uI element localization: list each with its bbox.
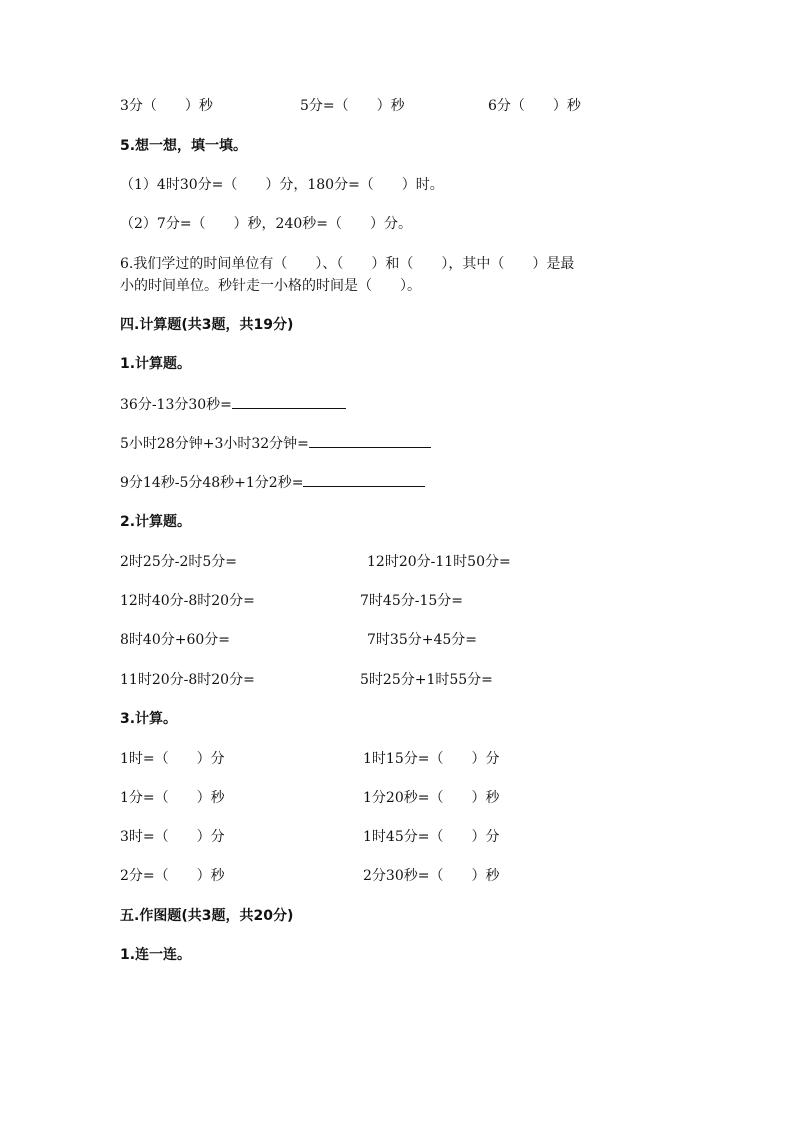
answer-blank[interactable] [303, 472, 425, 487]
calc-item: 12时40分-8时20分= [120, 593, 255, 609]
question-text: 6.我们学过的时间单位有（ ）、（ ）和（ ），其中（ ）是最 [120, 256, 575, 272]
question-text: 小的时间单位。秒针走一小格的时间是（ ）。 [120, 278, 421, 294]
calc-item [120, 433, 431, 454]
calc-item: 8时40分+60分= [120, 632, 230, 648]
fill-item: 6分（ ）秒 [488, 98, 581, 114]
fill-item: 1分=（ ）秒 [120, 790, 225, 806]
calc-item: 7时35分+45分= [367, 632, 477, 648]
fill-item: 2分=（ ）秒 [120, 868, 225, 884]
question-title: 3.计算。 [120, 711, 178, 727]
calc-item: 2时25分-2时5分= [120, 554, 237, 570]
calc-item: 11时20分-8时20分= [120, 672, 255, 688]
fill-item: 5分=（ ）秒 [300, 98, 405, 114]
answer-blank[interactable] [232, 394, 346, 409]
section-title: 五.作图题(共3题，共20分) [120, 908, 294, 924]
fill-item: 3分（ ）秒 [120, 98, 213, 114]
section-title: 四.计算题(共3题，共19分) [120, 317, 294, 333]
answer-blank[interactable] [309, 433, 431, 448]
calc-item [120, 472, 425, 493]
calc-item [120, 394, 346, 415]
calc-expression: 36分-13分30秒= [120, 397, 232, 413]
calc-expression: 5小时28分钟+3小时32分钟= [120, 436, 309, 452]
fill-item: 1时15分=（ ）分 [363, 751, 500, 767]
question-title: 5.想一想，填一填。 [120, 138, 248, 154]
question-title: 1.计算题。 [120, 356, 192, 372]
question-title: 1.连一连。 [120, 947, 192, 963]
fill-item: （2）7分=（ ）秒，240秒=（ ）分。 [120, 216, 412, 232]
calc-item: 5时25分+1时55分= [360, 672, 493, 688]
calc-item: 12时20分-11时50分= [367, 554, 511, 570]
fill-item: 1分20秒=（ ）秒 [363, 790, 500, 806]
fill-item: （1）4时30分=（ ）分，180分=（ ）时。 [120, 177, 444, 193]
question-title: 2.计算题。 [120, 514, 192, 530]
fill-item: 2分30秒=（ ）秒 [363, 868, 500, 884]
fill-item: 3时=（ ）分 [120, 829, 225, 845]
fill-item: 1时45分=（ ）分 [363, 829, 500, 845]
calc-item: 7时45分-15分= [360, 593, 463, 609]
calc-expression: 9分14秒-5分48秒+1分2秒= [120, 475, 304, 491]
fill-item: 1时=（ ）分 [120, 751, 225, 767]
